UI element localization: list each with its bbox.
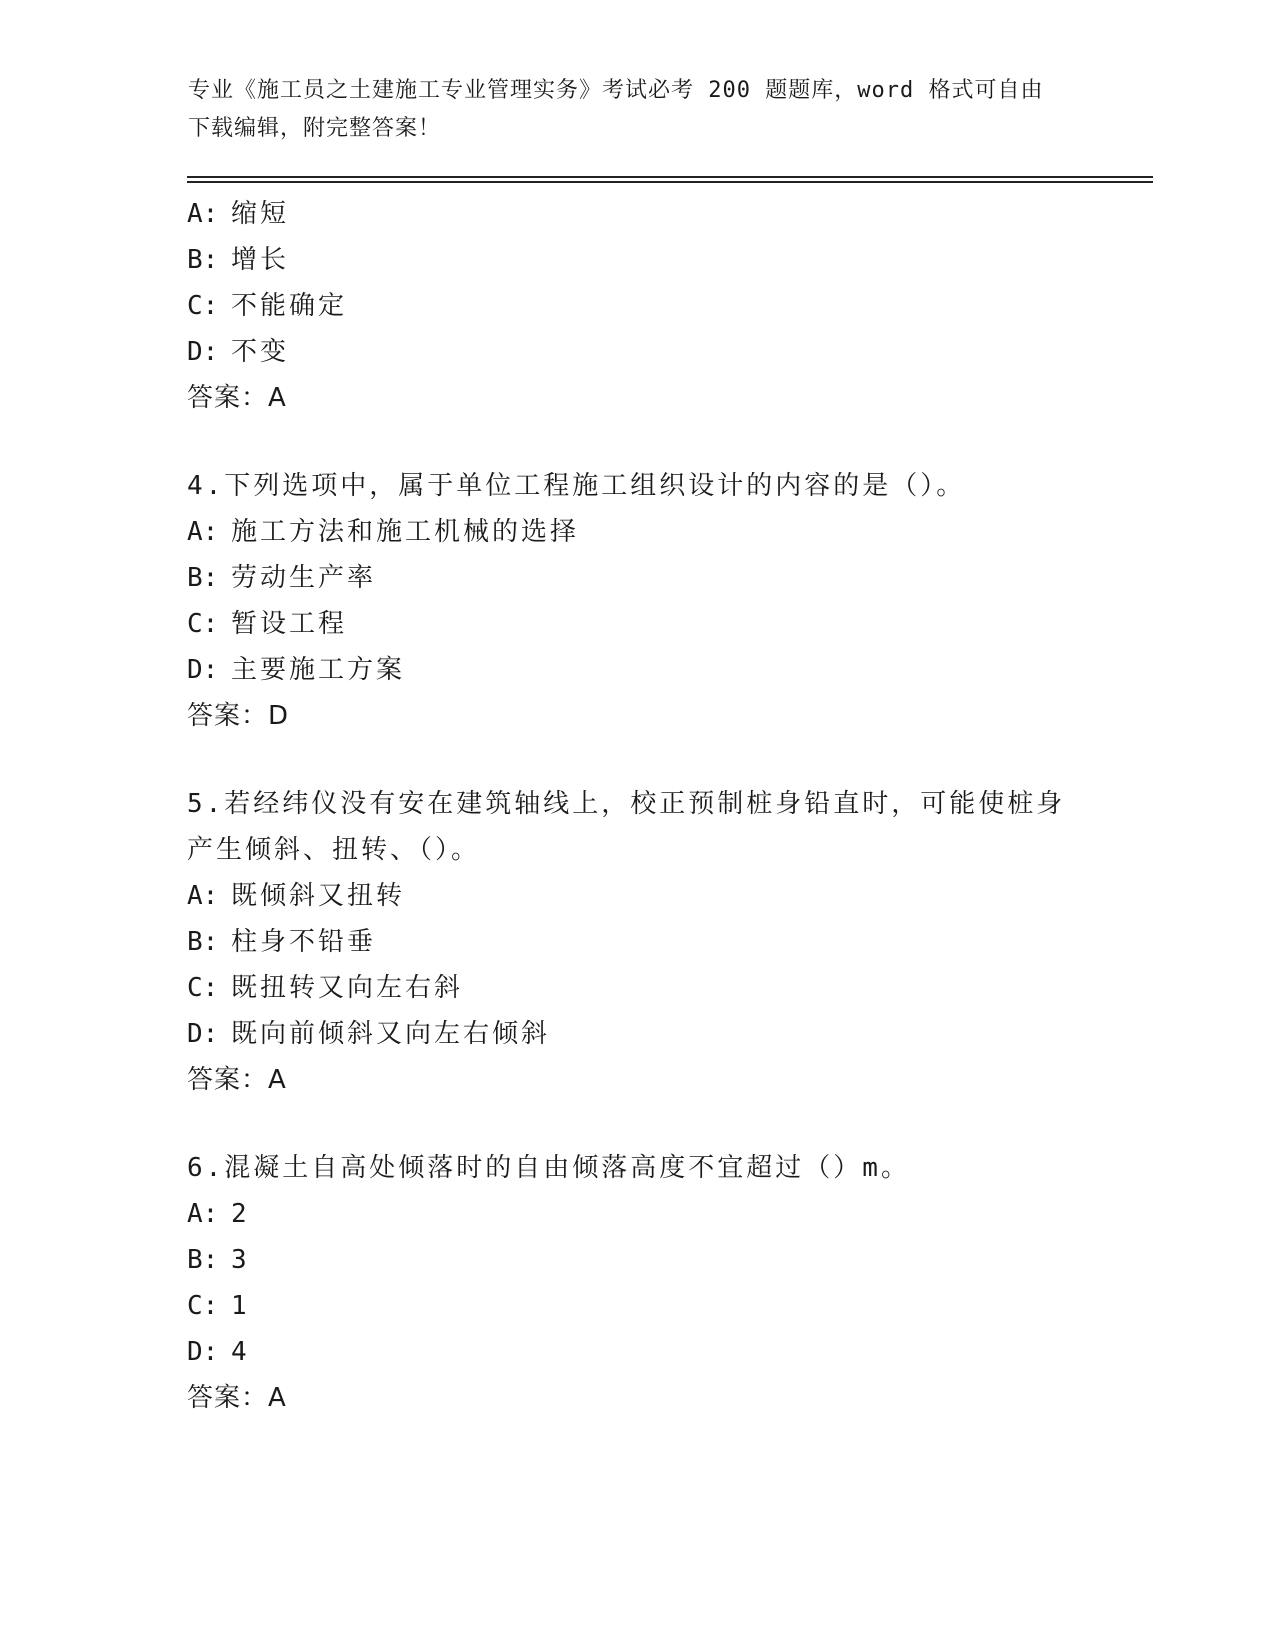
option-b: B: 3 xyxy=(187,1245,250,1275)
option-c: C: 暂设工程 xyxy=(187,609,348,639)
header-divider-top xyxy=(187,176,1153,178)
option-a: A: 既倾斜又扭转 xyxy=(187,881,406,911)
option-c: C: 不能确定 xyxy=(187,291,348,321)
option-c: C: 既扭转又向左右斜 xyxy=(187,973,464,1003)
spacer xyxy=(187,1103,1153,1145)
option-a: A: 2 xyxy=(187,1199,250,1229)
spacer xyxy=(187,739,1153,781)
header-line-2: 下载编辑，附完整答案！ xyxy=(188,116,442,141)
header-divider-bottom xyxy=(187,181,1153,183)
document-header xyxy=(188,72,1088,148)
option-d: D: 主要施工方案 xyxy=(187,655,406,685)
question-stem-line-1: 5.若经纬仪没有安在建筑轴线上，校正预制桩身铅直时，可能使桩身 xyxy=(187,789,1066,819)
question-4 xyxy=(187,463,1153,739)
option-b: B: 增长 xyxy=(187,245,290,275)
answer-line: 答案：A xyxy=(187,1383,287,1413)
answer-line: 答案：A xyxy=(187,1065,287,1095)
spacer xyxy=(187,421,1153,463)
option-d: D: 既向前倾斜又向左右倾斜 xyxy=(187,1019,551,1049)
option-d: D: 不变 xyxy=(187,337,290,367)
answer-line: 答案：D xyxy=(187,701,290,731)
header-line-1: 专业《施工员之土建施工专业管理实务》考试必考 200 题题库，word 格式可自由 xyxy=(188,78,1044,103)
option-c: C: 1 xyxy=(187,1291,250,1321)
option-a: A: 施工方法和施工机械的选择 xyxy=(187,517,580,547)
question-stem: 4.下列选项中，属于单位工程施工组织设计的内容的是（）。 xyxy=(187,471,966,501)
option-a: A: 缩短 xyxy=(187,199,290,229)
question-stem: 6.混凝土自高处倾落时的自由倾落高度不宜超过（）m。 xyxy=(187,1153,910,1183)
answer-line: 答案：A xyxy=(187,383,287,413)
question-3 xyxy=(187,191,1153,421)
question-5 xyxy=(187,781,1153,1103)
option-b: B: 劳动生产率 xyxy=(187,563,377,593)
option-b: B: 柱身不铅垂 xyxy=(187,927,377,957)
question-6 xyxy=(187,1145,1153,1421)
option-d: D: 4 xyxy=(187,1337,250,1367)
question-list xyxy=(187,191,1153,1421)
question-stem-line-2: 产生倾斜、扭转、（）。 xyxy=(187,835,481,865)
